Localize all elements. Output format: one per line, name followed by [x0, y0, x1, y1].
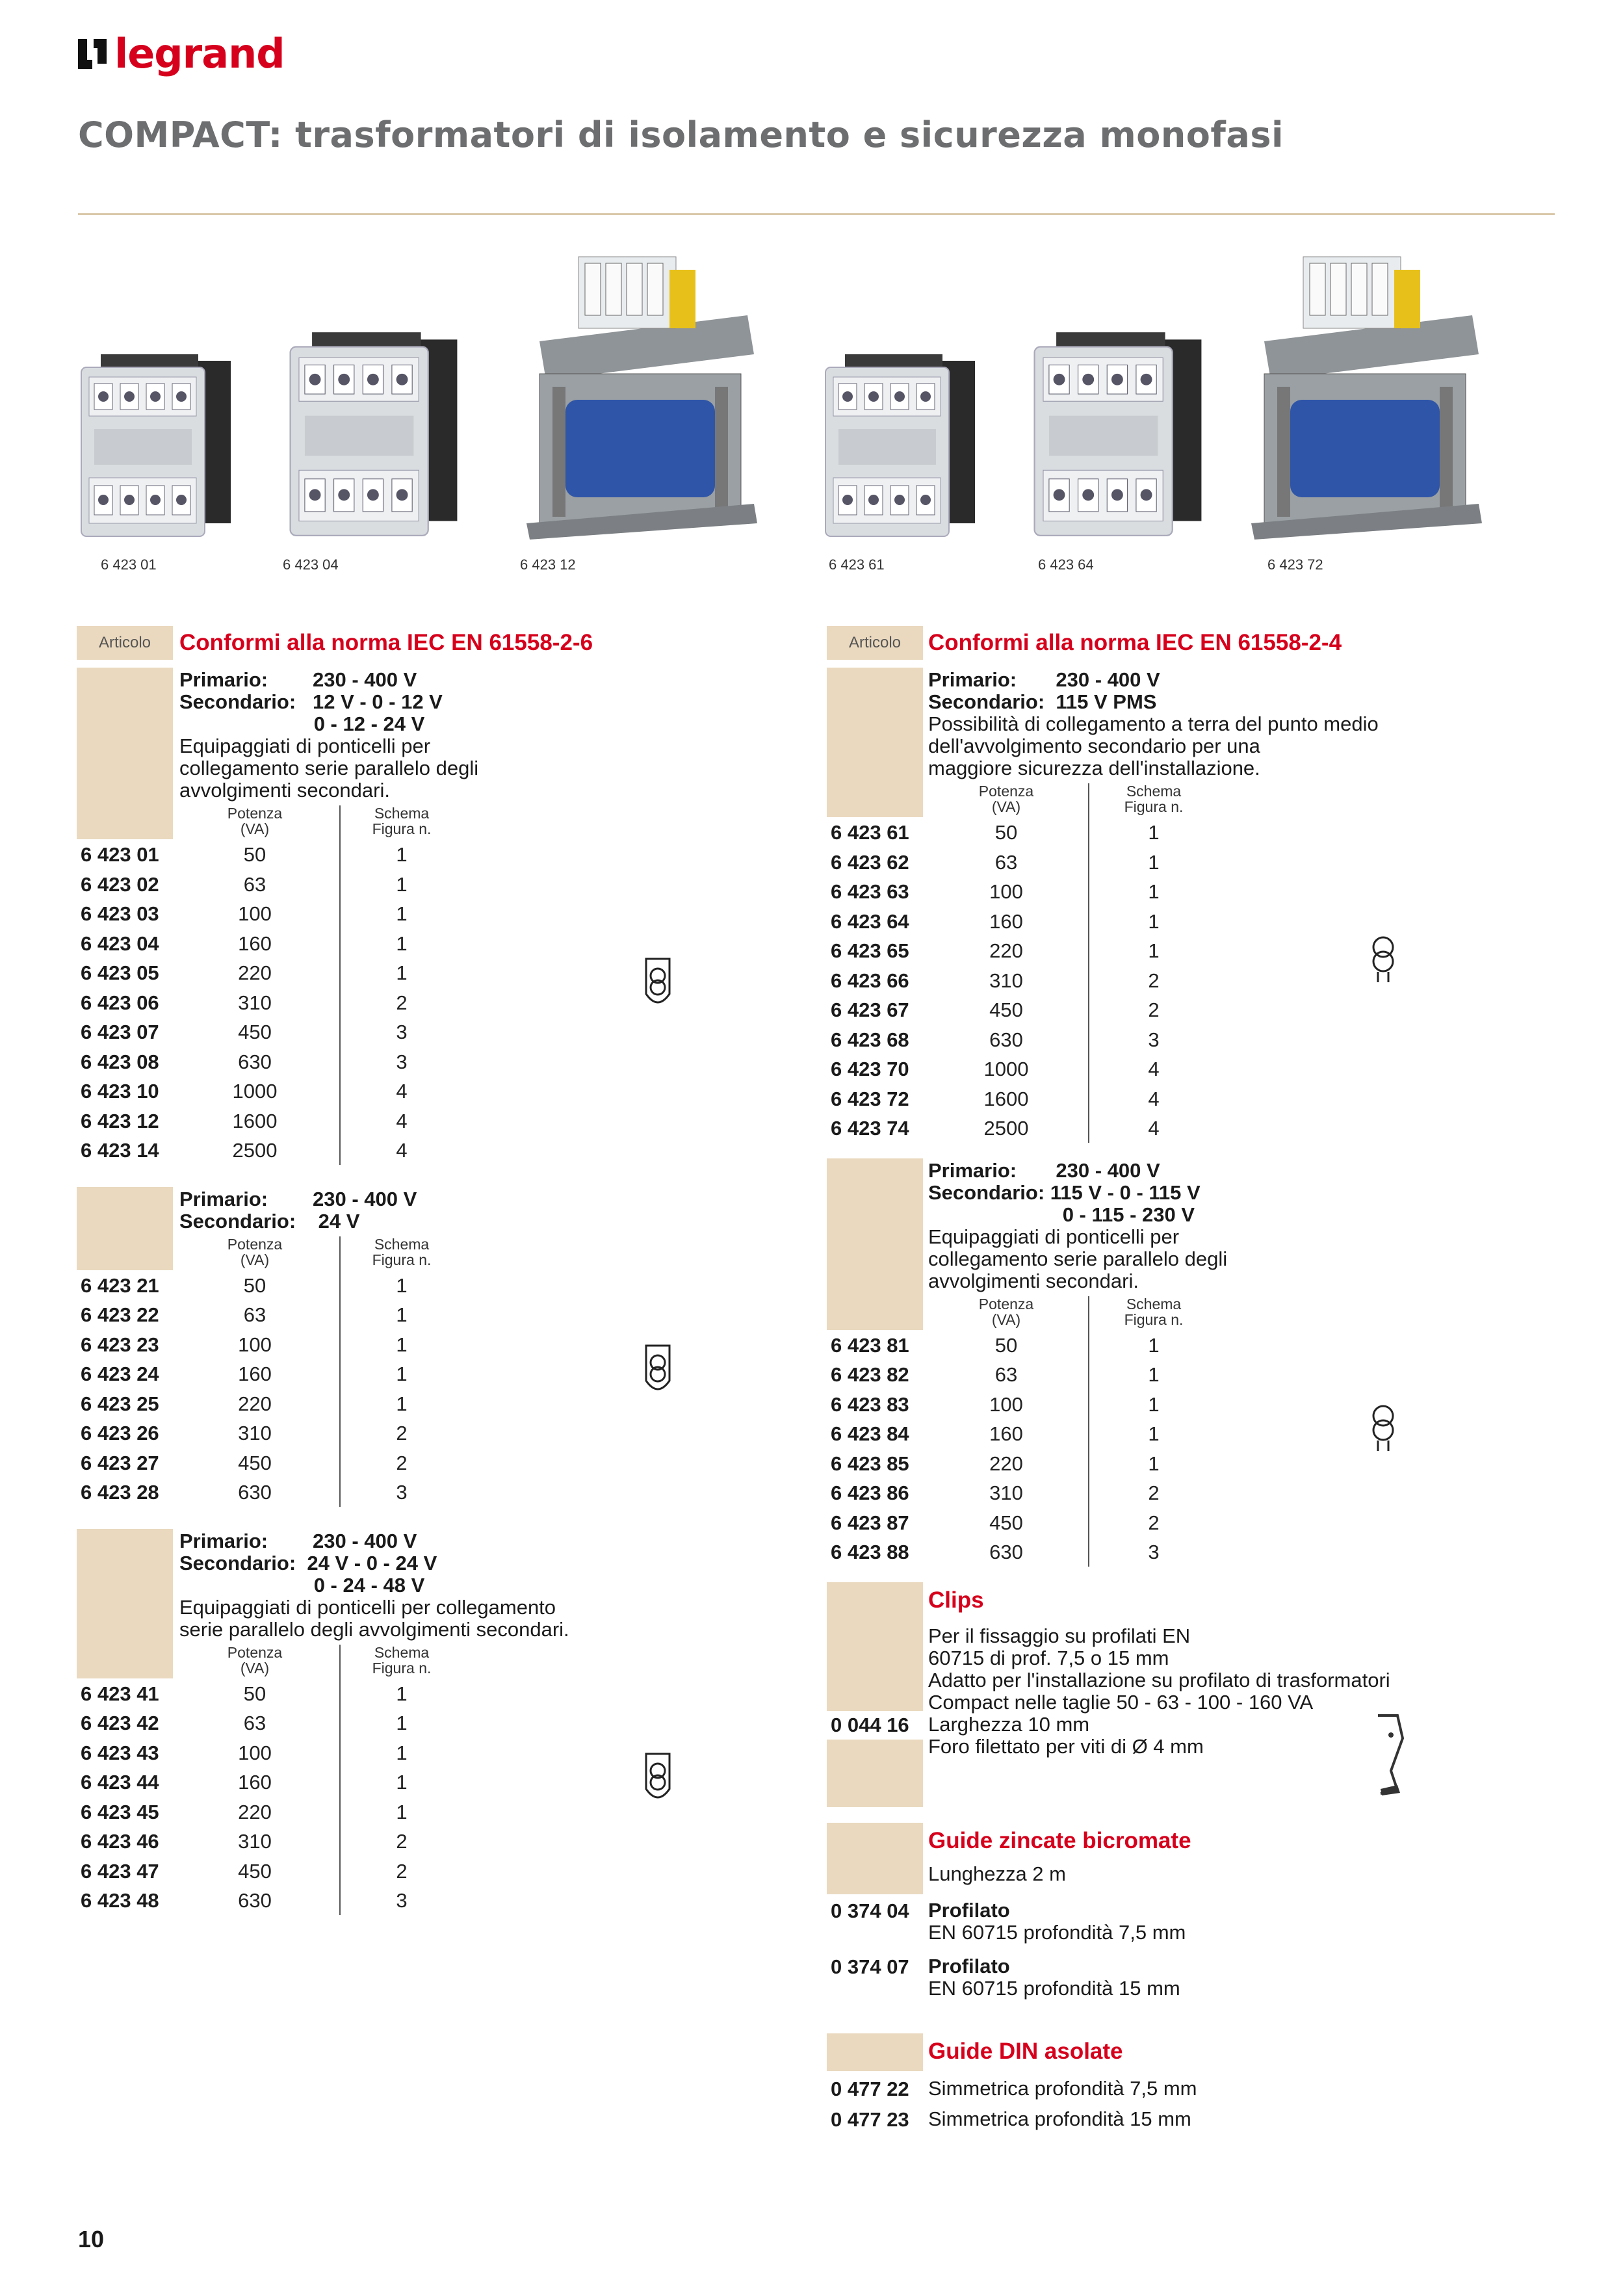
schema-value: 3 — [1148, 1028, 1160, 1051]
group-header-bar — [827, 668, 923, 817]
power-value: 100 — [989, 880, 1023, 903]
article-code: 6 423 65 — [831, 939, 909, 962]
article-code: 6 423 82 — [831, 1363, 909, 1386]
schema-value: 1 — [396, 902, 408, 925]
schema-value: 1 — [396, 872, 408, 896]
power-value: 63 — [243, 1303, 266, 1326]
power-value: 50 — [994, 1333, 1018, 1357]
power-value: 160 — [238, 1771, 272, 1794]
schema-value: 3 — [1148, 1541, 1160, 1563]
article-code: 6 423 62 — [831, 850, 909, 874]
article-code: 6 423 23 — [81, 1333, 159, 1356]
schema-value: 1 — [396, 932, 408, 955]
power-value: 1600 — [983, 1087, 1029, 1110]
schema-value: 1 — [396, 1273, 408, 1297]
power-value: 160 — [238, 1363, 272, 1385]
clips-description: 60715 di prof. 7,5 o 15 mm — [928, 1646, 1169, 1669]
power-value: 63 — [994, 850, 1018, 874]
schema-value: 2 — [396, 991, 408, 1014]
power-value: 100 — [238, 1741, 272, 1764]
article-code: 0 477 23 — [831, 2107, 909, 2131]
article-code: 6 423 28 — [81, 1481, 159, 1504]
power-value: 1000 — [232, 1080, 278, 1102]
power-value: 2500 — [232, 1139, 278, 1162]
article-code: 6 423 83 — [831, 1392, 909, 1416]
schema-value: 3 — [396, 1889, 408, 1912]
isolation-transformer-icon — [1369, 934, 1397, 986]
product-caption: 6 423 04 — [283, 556, 339, 573]
power-value: 1600 — [232, 1109, 278, 1132]
schema-value: 1 — [396, 1682, 408, 1705]
article-code: 6 423 68 — [831, 1028, 909, 1051]
spec-line: Secondario: 12 V - 0 - 12 V — [179, 690, 443, 713]
schema-value: 1 — [396, 1800, 408, 1823]
column-divider — [1088, 783, 1089, 1143]
schema-value: 1 — [1148, 880, 1160, 903]
clips-title: Clips — [928, 1587, 984, 1613]
header-divider — [78, 213, 1555, 215]
safety-transformer-icon — [643, 1751, 672, 1806]
power-value: 50 — [243, 1273, 266, 1297]
power-value: 310 — [238, 1422, 272, 1444]
spec-line: Equipaggiati di ponticelli per collegamento — [179, 1595, 556, 1619]
schema-value: 2 — [396, 1859, 408, 1883]
articolo-label: Articolo — [77, 626, 173, 660]
schema-value: 1 — [396, 843, 408, 866]
article-code: 6 423 03 — [81, 902, 159, 925]
power-value: 50 — [243, 1682, 266, 1705]
guide-zincate-title: Guide zincate bicromate — [928, 1827, 1191, 1853]
column-divider — [1088, 1296, 1089, 1567]
guide-zincate-length: Lunghezza 2 m — [928, 1862, 1066, 1885]
spec-line: Possibilità di collegamento a terra del punto medio — [928, 712, 1379, 735]
power-value: 63 — [994, 1363, 1018, 1386]
schema-header: Schema — [374, 1235, 430, 1253]
schema-value: 1 — [396, 961, 408, 984]
article-code: 6 423 27 — [81, 1451, 159, 1474]
schema-value: 3 — [396, 1050, 408, 1073]
article-code: 6 423 22 — [81, 1303, 159, 1326]
article-code: 6 423 64 — [831, 909, 909, 933]
din-description: Simmetrica profondità 7,5 mm — [928, 2076, 1197, 2100]
schema-value: 1 — [396, 1712, 408, 1734]
articolo-label: Articolo — [827, 626, 923, 660]
power-value: 310 — [989, 1481, 1023, 1504]
article-code: 6 423 63 — [831, 880, 909, 903]
schema-value: 1 — [396, 1333, 408, 1356]
legrand-logo — [78, 30, 285, 77]
schema-value: 2 — [1148, 1481, 1160, 1504]
power-value: 630 — [238, 1889, 272, 1912]
power-value: 2500 — [983, 1117, 1029, 1140]
schema-value: 4 — [1148, 1087, 1160, 1110]
isolation-transformer-icon — [1369, 1403, 1397, 1455]
article-code: 6 423 04 — [81, 932, 159, 955]
potenza-header: Potenza — [227, 1235, 283, 1253]
schema-header: Schema — [374, 1643, 430, 1661]
article-code: 6 423 48 — [81, 1889, 159, 1912]
schema-value: 1 — [1148, 909, 1160, 933]
legrand-logo-icon — [78, 39, 107, 69]
power-value: 100 — [238, 1333, 272, 1356]
clips-description: Adatto per l'installazione su profilato di trasformatori — [928, 1668, 1390, 1691]
article-code: 6 423 81 — [831, 1333, 909, 1357]
safety-transformer-icon — [643, 1343, 672, 1398]
guide-din-bar — [827, 2033, 923, 2071]
spec-line: Primario: 230 - 400 V — [179, 1529, 417, 1552]
power-value: 630 — [989, 1028, 1023, 1051]
product-image-5 — [1024, 325, 1212, 543]
article-code: 6 423 47 — [81, 1859, 159, 1883]
din-clip-icon — [1371, 1712, 1408, 1797]
page-number: 10 — [78, 2226, 105, 2252]
power-value: 630 — [989, 1541, 1023, 1563]
product-image-6 — [1238, 244, 1485, 543]
spec-line: Equipaggiati di ponticelli per — [179, 735, 431, 757]
din-description: Simmetrica profondità 15 mm — [928, 2107, 1191, 2130]
spec-line: collegamento serie parallelo degli — [928, 1247, 1228, 1270]
potenza-header: Potenza — [227, 805, 283, 822]
article-code: 6 423 61 — [831, 821, 909, 844]
schema-value: 2 — [1148, 969, 1160, 992]
spec-line: Primario: 230 - 400 V — [928, 1158, 1160, 1182]
power-value: 100 — [989, 1392, 1023, 1416]
article-code: 6 423 44 — [81, 1771, 159, 1794]
power-value: 220 — [238, 1392, 272, 1415]
product-caption: 6 423 64 — [1038, 556, 1094, 573]
group-header-bar — [77, 668, 173, 839]
column-divider — [339, 805, 341, 1165]
article-code: 6 423 42 — [81, 1712, 159, 1734]
power-value: 1000 — [983, 1058, 1029, 1080]
schema-value: 4 — [396, 1139, 408, 1162]
schema-value: 2 — [1148, 998, 1160, 1021]
article-code: 6 423 02 — [81, 872, 159, 896]
schema-value: 1 — [396, 1363, 408, 1385]
article-code: 6 423 26 — [81, 1422, 159, 1444]
power-value: 310 — [238, 1830, 272, 1853]
power-value: 220 — [989, 1452, 1023, 1475]
schema-value: 1 — [1148, 1363, 1160, 1386]
product-caption: 6 423 12 — [520, 556, 576, 573]
schema-value: 1 — [396, 1303, 408, 1326]
spec-line: Primario: 230 - 400 V — [179, 668, 417, 691]
article-code: 6 423 07 — [81, 1021, 159, 1043]
article-code: 6 423 67 — [831, 998, 909, 1021]
power-value: 310 — [989, 969, 1023, 992]
article-code: 6 423 08 — [81, 1050, 159, 1073]
schema-value: 2 — [396, 1422, 408, 1444]
article-code: 6 423 72 — [831, 1087, 909, 1110]
potenza-unit: (VA) — [991, 1311, 1021, 1328]
potenza-header: Potenza — [978, 783, 1034, 800]
schema-value: 1 — [1148, 1333, 1160, 1357]
profile-description: EN 60715 profondità 7,5 mm — [928, 1920, 1186, 1944]
power-value: 63 — [243, 1712, 266, 1734]
power-value: 630 — [238, 1050, 272, 1073]
article-code: 6 423 10 — [81, 1080, 159, 1102]
potenza-unit: (VA) — [240, 820, 270, 837]
article-code: 6 423 46 — [81, 1830, 159, 1853]
product-image-4 — [819, 348, 981, 543]
power-value: 220 — [238, 961, 272, 984]
spec-line: serie parallelo degli avvolgimenti secondari. — [179, 1617, 569, 1641]
schema-header: Schema — [374, 805, 430, 822]
schema-header: Schema — [1126, 783, 1182, 800]
section-title: Conformi alla norma IEC EN 61558-2-6 — [179, 630, 593, 655]
article-code: 6 423 05 — [81, 961, 159, 984]
spec-line: Primario: 230 - 400 V — [179, 1187, 417, 1210]
power-value: 220 — [989, 939, 1023, 962]
clips-description: Per il fissaggio su profilati EN — [928, 1624, 1191, 1647]
clips-bar — [827, 1582, 923, 1807]
clips-spec: Larghezza 10 mm — [928, 1712, 1090, 1736]
schema-value: 2 — [396, 1830, 408, 1853]
schema-value: 2 — [396, 1451, 408, 1474]
power-value: 450 — [238, 1021, 272, 1043]
schema-figure-header: Figura n. — [372, 1251, 432, 1268]
column-divider — [339, 1236, 341, 1507]
potenza-header: Potenza — [227, 1643, 283, 1661]
article-code: 6 423 86 — [831, 1481, 909, 1504]
spec-line: avvolgimenti secondari. — [928, 1269, 1139, 1292]
product-caption: 6 423 72 — [1267, 556, 1323, 573]
article-code: 6 423 87 — [831, 1511, 909, 1534]
power-value: 160 — [238, 932, 272, 955]
clips-spec: Foro filettato per viti di Ø 4 mm — [928, 1734, 1204, 1758]
spec-line: Secondario: 24 V — [179, 1209, 360, 1233]
schema-value: 1 — [396, 1771, 408, 1794]
power-value: 100 — [238, 902, 272, 925]
power-value: 220 — [238, 1800, 272, 1823]
power-value: 310 — [238, 991, 272, 1014]
article-code: 6 423 88 — [831, 1541, 909, 1563]
schema-value: 1 — [396, 1741, 408, 1764]
power-value: 450 — [238, 1859, 272, 1883]
profile-name: Profilato — [928, 1954, 1010, 1977]
schema-figure-header: Figura n. — [1124, 1311, 1184, 1328]
spec-line: Equipaggiati di ponticelli per — [928, 1225, 1180, 1248]
group-header-bar — [827, 1158, 923, 1330]
article-code: 6 423 41 — [81, 1682, 159, 1705]
potenza-unit: (VA) — [240, 1251, 270, 1268]
article-code: 6 423 06 — [81, 991, 159, 1014]
article-code: 6 423 70 — [831, 1058, 909, 1080]
article-code: 0 374 04 — [831, 1899, 909, 1922]
schema-value: 1 — [1148, 1452, 1160, 1475]
schema-figure-header: Figura n. — [1124, 798, 1184, 815]
potenza-unit: (VA) — [991, 798, 1021, 815]
section-title: Conformi alla norma IEC EN 61558-2-4 — [928, 630, 1342, 655]
schema-value: 1 — [1148, 821, 1160, 844]
product-image-1 — [75, 348, 237, 543]
article-code: 6 423 14 — [81, 1139, 159, 1162]
power-value: 50 — [994, 821, 1018, 844]
schema-value: 1 — [1148, 939, 1160, 962]
power-value: 50 — [243, 843, 266, 866]
potenza-header: Potenza — [978, 1295, 1034, 1312]
product-image-2 — [279, 325, 468, 543]
schema-figure-header: Figura n. — [372, 820, 432, 837]
article-code: 6 423 43 — [81, 1741, 159, 1764]
schema-value: 3 — [396, 1021, 408, 1043]
article-code: 6 423 01 — [81, 843, 159, 866]
schema-value: 4 — [396, 1080, 408, 1102]
article-code: 6 423 21 — [81, 1273, 159, 1297]
brand-name: legrand — [114, 30, 285, 77]
article-code: 6 423 74 — [831, 1117, 909, 1140]
schema-value: 1 — [1148, 850, 1160, 874]
column-divider — [339, 1645, 341, 1915]
article-code: 6 423 24 — [81, 1363, 159, 1385]
spec-line: avvolgimenti secondari. — [179, 779, 390, 802]
safety-transformer-icon — [643, 956, 672, 1011]
spec-line: 0 - 12 - 24 V — [179, 712, 425, 735]
spec-line: collegamento serie parallelo degli — [179, 757, 479, 779]
article-code: 6 423 66 — [831, 969, 909, 992]
article-code: 0 374 07 — [831, 1955, 909, 1978]
potenza-unit: (VA) — [240, 1659, 270, 1676]
spec-line: Secondario: 115 V - 0 - 115 V — [928, 1181, 1201, 1204]
spec-line: Primario: 230 - 400 V — [928, 668, 1160, 691]
profile-name: Profilato — [928, 1898, 1010, 1922]
spec-line: Secondario: 24 V - 0 - 24 V — [179, 1551, 437, 1574]
guide-zincate-bar — [827, 1823, 923, 1894]
power-value: 63 — [243, 872, 266, 896]
spec-line: 0 - 115 - 230 V — [928, 1203, 1195, 1226]
schema-value: 2 — [1148, 1511, 1160, 1534]
group-header-bar — [77, 1187, 173, 1270]
article-code: 0 477 22 — [831, 2077, 909, 2100]
spec-line: dell'avvolgimento secondario per una — [928, 735, 1260, 757]
power-value: 630 — [238, 1481, 272, 1504]
power-value: 160 — [989, 909, 1023, 933]
product-caption: 6 423 61 — [829, 556, 885, 573]
schema-value: 4 — [396, 1109, 408, 1132]
schema-value: 1 — [396, 1392, 408, 1415]
spec-line: 0 - 24 - 48 V — [179, 1573, 425, 1597]
article-code: 6 423 12 — [81, 1109, 159, 1132]
power-value: 450 — [989, 998, 1023, 1021]
article-code: 6 423 25 — [81, 1392, 159, 1415]
power-value: 450 — [238, 1451, 272, 1474]
guide-din-title: Guide DIN asolate — [928, 2038, 1123, 2064]
article-code: 0 044 16 — [831, 1713, 909, 1736]
power-value: 160 — [989, 1422, 1023, 1445]
schema-figure-header: Figura n. — [372, 1659, 432, 1676]
spec-line: maggiore sicurezza dell'installazione. — [928, 757, 1260, 779]
article-code: 6 423 85 — [831, 1452, 909, 1475]
schema-value: 4 — [1148, 1117, 1160, 1140]
schema-value: 4 — [1148, 1058, 1160, 1080]
article-code: 6 423 84 — [831, 1422, 909, 1445]
page-title: COMPACT: trasformatori di isolamento e sicurezza monofasi — [78, 114, 1284, 155]
power-value: 450 — [989, 1511, 1023, 1534]
schema-value: 1 — [1148, 1422, 1160, 1445]
product-image-3 — [513, 244, 760, 543]
spec-line: Secondario: 115 V PMS — [928, 690, 1157, 713]
schema-header: Schema — [1126, 1295, 1182, 1312]
product-caption: 6 423 01 — [101, 556, 157, 573]
profile-description: EN 60715 profondità 15 mm — [928, 1976, 1180, 2000]
article-code: 6 423 45 — [81, 1800, 159, 1823]
group-header-bar — [77, 1529, 173, 1678]
clips-description: Compact nelle taglie 50 - 63 - 100 - 160 VA — [928, 1690, 1314, 1714]
schema-value: 1 — [1148, 1392, 1160, 1416]
schema-value: 3 — [396, 1481, 408, 1504]
